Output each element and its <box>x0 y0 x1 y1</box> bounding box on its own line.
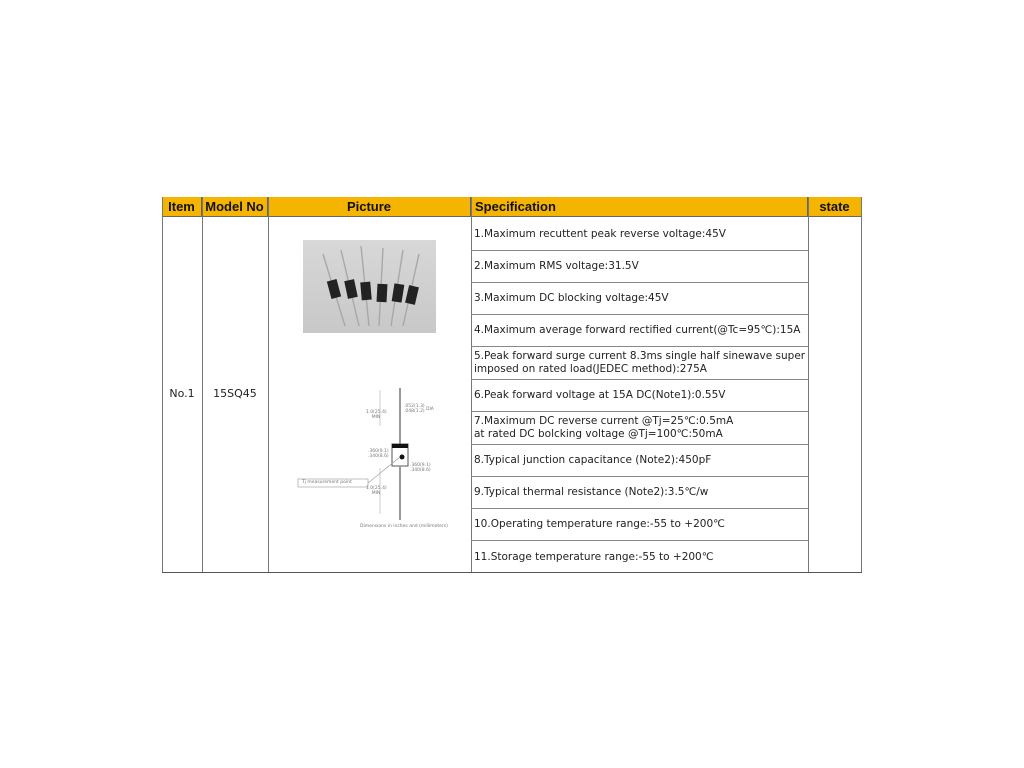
spec-text: 4.Maximum average forward rectified current(@Tc=95℃):15A <box>474 324 801 336</box>
spec-row <box>471 445 808 477</box>
spec-text: 2.Maximum RMS voltage:31.5V <box>474 260 639 272</box>
spec-row <box>471 477 808 509</box>
spec-row <box>471 283 808 315</box>
lead-length-top-label: 1.0(25.4) MIN <box>366 410 387 420</box>
item-cell: No.1 <box>169 387 195 400</box>
tj-measurement-label: Tj measurement point <box>302 480 352 485</box>
dimensions-note: Dimensions in inches and (millimeters) <box>360 524 448 529</box>
lead-length-bottom-label: 1.0(25.4) MIN <box>366 486 387 496</box>
spec-text: 9.Typical thermal resistance (Note2):3.5℃/w <box>474 486 709 498</box>
spec-table <box>162 197 862 573</box>
header-model-no: Model No <box>202 197 268 217</box>
spec-row <box>471 315 808 347</box>
spec-row <box>471 251 808 283</box>
spec-row <box>471 347 808 380</box>
lead-dia-label: .052(1.3) .048(1.2) <box>404 404 425 414</box>
grid-line <box>808 197 809 573</box>
body-dia-label: .360(9.1) .340(8.6) <box>410 463 431 473</box>
product-photo <box>303 240 436 333</box>
spec-text: 8.Typical junction capacitance (Note2):450pF <box>474 454 712 466</box>
spec-text: 1.Maximum recuttent peak reverse voltage:45V <box>474 227 726 240</box>
header-item: Item <box>162 197 202 217</box>
spec-row <box>471 412 808 445</box>
header-state: state <box>808 197 862 217</box>
diode-photo-image <box>303 240 436 333</box>
spec-text: 11.Storage temperature range:-55 to +200℃ <box>474 550 714 563</box>
grid-line <box>861 197 862 573</box>
spec-text: 5.Peak forward surge current 8.3ms single half sinewave super imposed on rated load(JEDEC method):275A <box>474 350 806 375</box>
spec-text: 10.Operating temperature range:-55 to +200℃ <box>474 518 725 530</box>
grid-line <box>268 197 269 573</box>
header-specification: Specification <box>471 197 808 217</box>
dimension-drawing <box>296 388 456 538</box>
grid-line <box>202 197 203 573</box>
body-length-label: .360(9.1) .340(8.6) <box>368 449 389 459</box>
spec-row <box>471 541 808 573</box>
spec-row <box>471 380 808 412</box>
lead-dia-suffix: DIA <box>426 407 434 412</box>
spec-text: 7.Maximum DC reverse current @Tj=25℃:0.5mA at rated DC bolcking voltage @Tj=100℃:50mA <box>474 415 734 440</box>
spec-text: 3.Maximum DC blocking voltage:45V <box>474 292 669 304</box>
grid-line <box>162 197 163 573</box>
model-no-cell: 15SQ45 <box>213 387 257 400</box>
spec-row <box>471 509 808 541</box>
spec-text: 6.Peak forward voltage at 15A DC(Note1):0.55V <box>474 389 726 401</box>
spec-row <box>471 218 808 251</box>
header-picture: Picture <box>268 197 471 217</box>
